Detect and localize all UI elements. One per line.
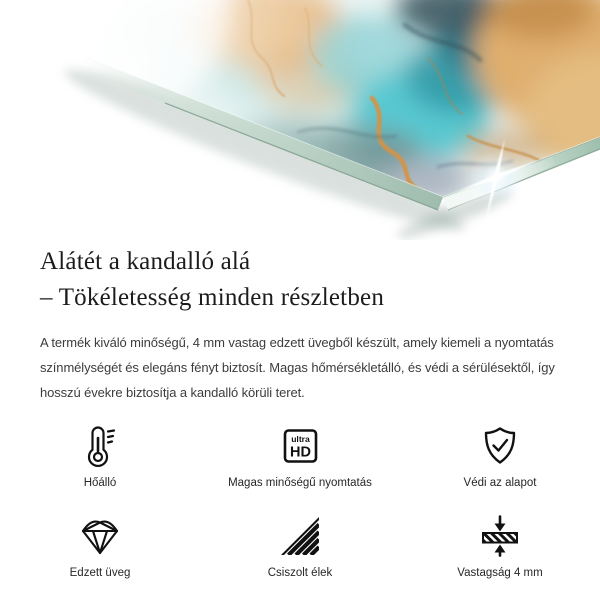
- feature-label: Vastagság 4 mm: [457, 567, 543, 579]
- polished-edge-icon: [278, 513, 322, 559]
- text-section: [0, 244, 600, 405]
- ultra-hd-icon: [278, 423, 322, 469]
- thickness-icon: [478, 513, 522, 559]
- page-title: [40, 244, 560, 316]
- feature-label: Magas minőségű nyomtatás: [228, 477, 372, 489]
- feature-label: Védi az alapot: [463, 477, 537, 489]
- product-description: A termék kiváló minőségű, 4 mm vastag edzett üvegből készült, amely kiemeli a nyomtatás színmélységét és elegáns fényt biztosít. Magas hőmérsékletálló, és védi a sérülésektől, így hosszú évekre biztosítja a kandalló körüli teret.: [40, 335, 555, 400]
- feature-polished-edges: [200, 513, 400, 579]
- product-hero-image: [0, 0, 600, 240]
- ultra-hd-icon-text-bottom: HD: [290, 444, 311, 461]
- feature-label: Edzett üveg: [69, 567, 131, 579]
- ultra-hd-icon-text-top: ultra: [291, 434, 310, 444]
- feature-print-quality: [200, 423, 400, 489]
- glass-panel-photo: [0, 0, 600, 240]
- title-line-2: – Tökéletesség minden részletben: [40, 284, 385, 311]
- feature-label: Csiszolt élek: [267, 567, 333, 579]
- feature-protects-base: [400, 423, 600, 489]
- feature-thickness: [400, 513, 600, 579]
- diamond-icon: [78, 513, 122, 559]
- feature-grid: [0, 423, 600, 579]
- thermometer-icon: [78, 423, 122, 469]
- feature-tempered-glass: [0, 513, 200, 579]
- feature-label: Hőálló: [83, 477, 117, 489]
- shield-check-icon: [478, 423, 522, 469]
- marble-art: [0, 0, 600, 240]
- title-line-1: Alátét a kandalló alá: [40, 248, 251, 275]
- feature-heat-resistant: [0, 423, 200, 489]
